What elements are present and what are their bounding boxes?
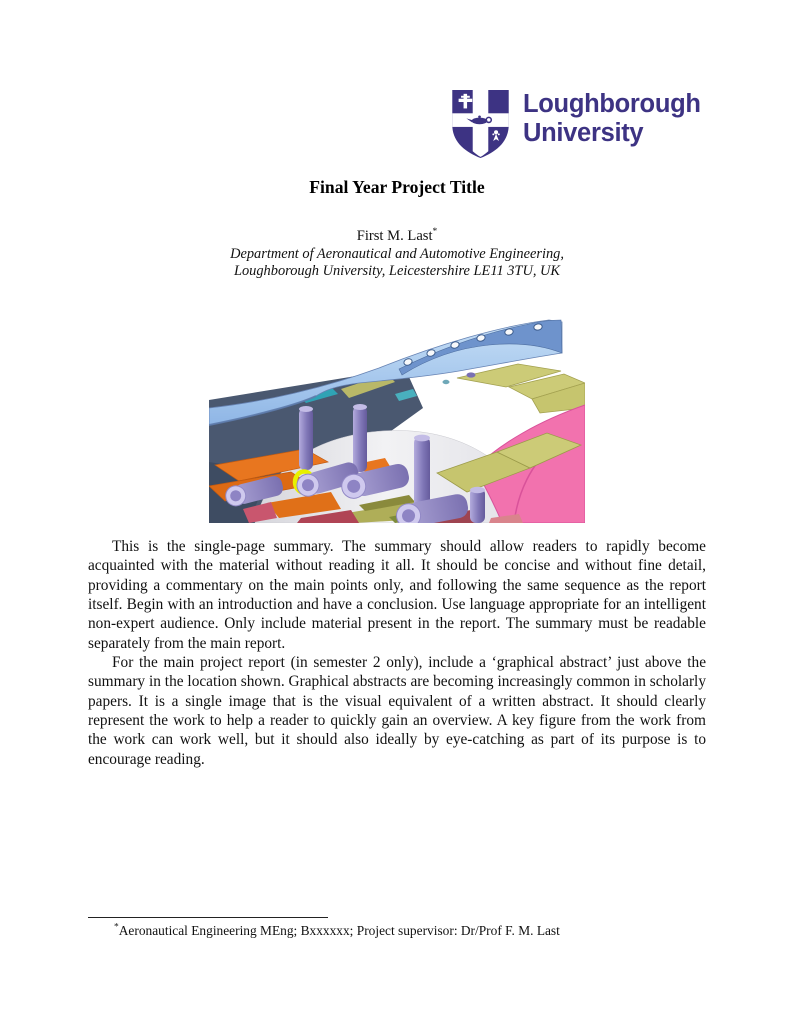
author-line (0, 228, 794, 245)
summary-paragraph-1: This is the single-page summary. The summary should allow readers to rapidly become acquainted with the material without reading it all. It should be concise and without fine detail, providing a commentary on the main points only, and following the same sequence as the report itself. Begin with an introduction and have a conclusion. Use language appropriate for an intelligent non-expert audience. Only include material present in the report. The summary must be readable separately from the main report. (88, 538, 706, 652)
author-name: First M. Last (356, 228, 433, 244)
page-title: Final Year Project Title (309, 177, 485, 197)
footnote-block (88, 917, 706, 939)
university-shield-icon (449, 88, 512, 160)
wordmark-line2: University (523, 119, 644, 147)
affiliation-line2: Loughborough University, Leicestershire LE11 3TU, UK (233, 263, 561, 280)
affiliation (0, 246, 794, 280)
university-logo (449, 88, 701, 160)
footnote-text: Aeronautical Engineering MEng; Bxxxxxx; Project supervisor: Dr/Prof F. M. Last (118, 923, 560, 938)
graphical-abstract-image (209, 312, 585, 523)
vane-mechanism-render (209, 312, 585, 523)
wordmark-line1: Loughborough (523, 90, 701, 118)
summary-section (88, 537, 706, 769)
footnote-marker: * (114, 922, 119, 933)
summary-paragraph-2: For the main project report (in semester 2 only), include a ‘graphical abstract’ just above the summary in the location shown. Graphical abstracts are becoming increasingly common in scholarly papers. It is a single image that is the visual equivalent of a written abstract. It should clearly represent the work to help a reader to quickly gain an overview. A key figure from the work from the work can work well, but it should also ideally by eye-catching as part of its purpose is to encourage reading. (88, 654, 706, 768)
university-wordmark (523, 90, 701, 148)
affiliation-line1: Department of Aeronautical and Automotive Engineering, (230, 246, 564, 262)
author-footnote-marker: * (432, 227, 438, 238)
footnote (88, 918, 706, 939)
